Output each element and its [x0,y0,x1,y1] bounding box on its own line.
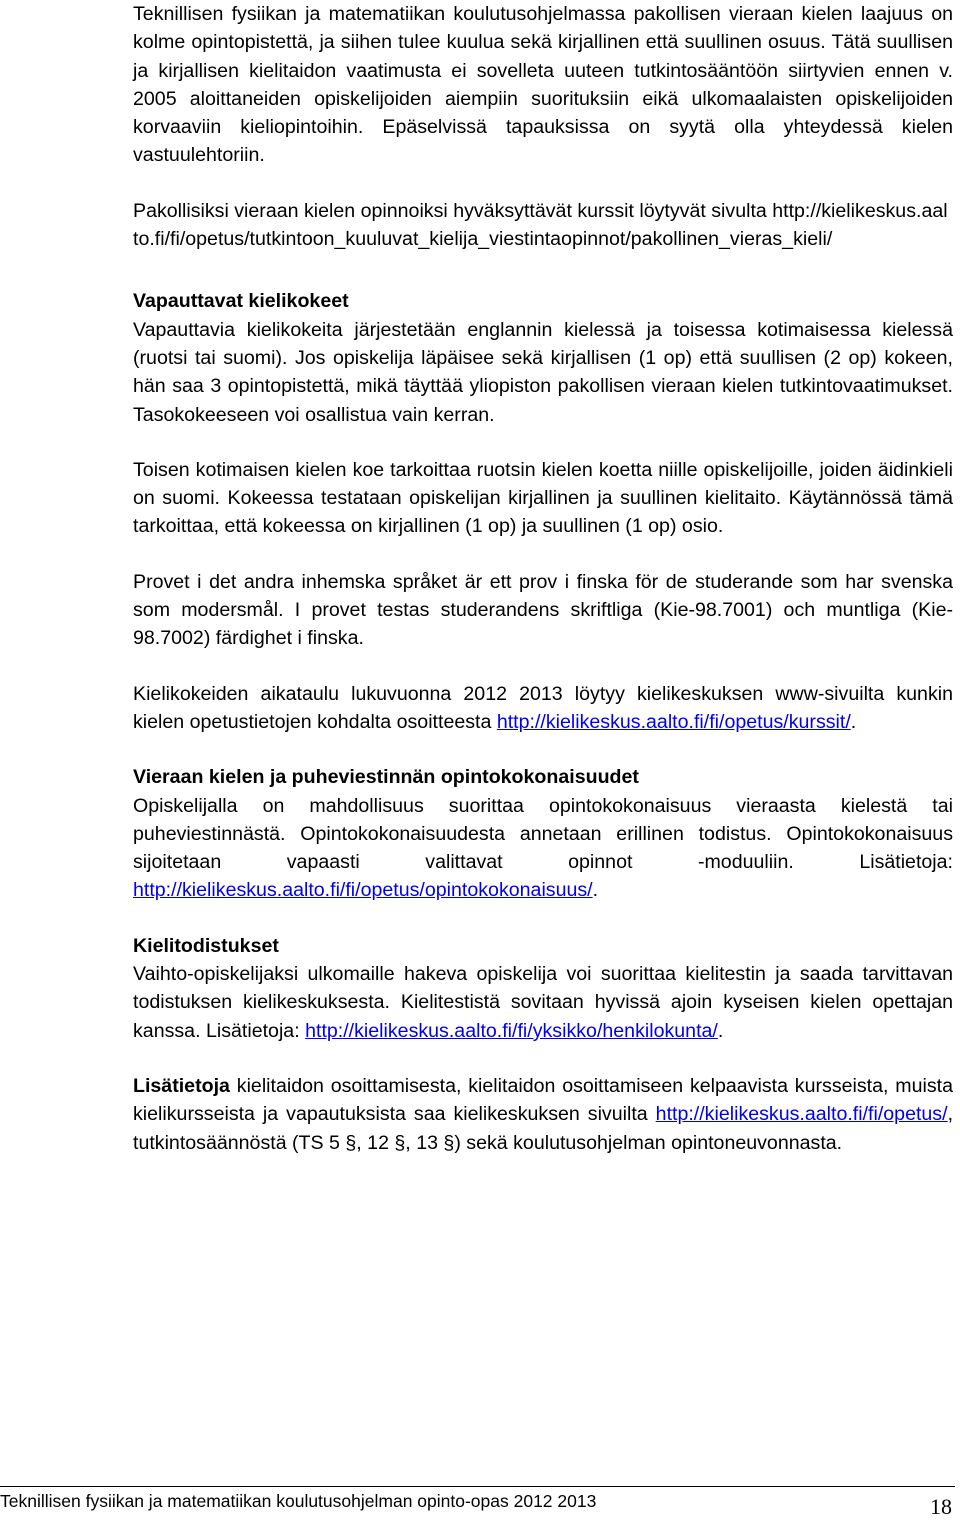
punctuation: . [592,879,599,902]
section-study-modules [133,763,953,904]
paragraph-second-domestic-language: Toisen kotimaisen kielen koe tarkoittaa ruotsin kielen koetta niille opiskelijoille, joiden äidinkieli on suomi. Kokeessa testataan opiskelijan kirjallinen ja suullinen kielitaito. Käytännössä tämä tarkoittaa, että kokeessa on kirjallinen (1 op) ja suullinen (1 op) osio. [133,458,953,538]
footer-title: Teknillisen fysiikan ja matematiikan koulutusohjelman opinto-opas 2012 2013 [0,1491,597,1511]
heading-exemption-tests: Vapauttavat kielikokeet [133,290,349,313]
paragraph-approved-courses-text: Pakollisiksi vieraan kielen opinnoiksi hyväksyttävät kurssit löytyvät sivulta [133,199,767,222]
heading-language-certificates: Kielitodistukset [133,934,279,957]
document-body [133,0,953,1157]
more-information-label: Lisätietoja [133,1074,230,1097]
paragraph-finnish-test-swedish-speakers: Provet i det andra inhemska språket är ett prov i finska för de studerande som har svenska som modersmål. I provet testas studerandens skriftliga (Kie-98.7001) och muntliga (Kie-98.7002) färdighet i finska. [133,570,953,650]
page-footer [0,1486,955,1517]
page-number: 18 [930,1494,952,1519]
paragraph-study-modules-text: Opiskelijalla on mahdollisuus suorittaa opintokokonaisuus vieraasta kielestä tai puheviestinnästä. Opintokokonaisuudesta annetaan erillinen todistus. Opintokokonaisuus sijoitetaan vapaasti valittavat opinnot -moduuliin. Lisätietoja: [133,794,953,874]
paragraph-foreign-language-requirement: Teknillisen fysiikan ja matematiikan koulutusohjelmassa pakollisen vieraan kielen laajuus on kolme opintopistettä, ja siihen tulee kuulua sekä kirjallinen että suullinen osuus. Tätä suullisen ja kirjallisen kielitaidon vaatimusta ei sovelleta uuteen tutkintosääntöön siirtyvien ennen v. 2005 aloittaneiden opiskelijoiden aiempiin suorituksiin eikä ulkomaalaisten opiskelijoiden korvaaviin kieliopintoihin. Epäselvissä tapauksissa on syytä olla yhteydessä kielen vastuulehtoriin. [133,3,953,167]
staff-link[interactable]: http://kielikeskus.aalto.fi/fi/yksikko/henkilokunta/ [305,1019,718,1042]
paragraph-approved-courses [133,197,953,254]
study-modules-link[interactable]: http://kielikeskus.aalto.fi/fi/opetus/opintokokonaisuus/ [133,879,593,902]
paragraph-more-information-text: kielitaidon osoittamisesta, kielitaidon osoittamiseen kelpaavista kursseista, muista kielikursseista ja vapautuksista saa kielikeskuksen sivuilta [133,1074,953,1126]
heading-study-modules: Vieraan kielen ja puheviestinnän opintokokonaisuudet [133,766,639,789]
courses-link[interactable]: http://kielikeskus.aalto.fi/fi/opetus/kurssit/ [496,710,851,733]
section-language-certificates [133,932,953,1045]
punctuation: . [850,710,857,733]
approved-courses-url: http://kielikeskus.aalto.fi/fi/opetus/tutkintoon_kuuluvat_kielija_viestintaopinnot/pakollinen_vieras_kieli/ [133,199,948,251]
paragraph-language-certificates-text: Vaihto-opiskelijaksi ulkomaille hakeva opiskelija voi suorittaa kielitestin ja saada tarvittavan todistuksen kielikeskuksesta. Kielitestistä sovitaan hyvissä ajoin kyseisen kielen opettajan kanssa. Lisätietoja: [133,963,953,1042]
section-exemption-tests [133,287,953,428]
paragraph-test-schedule-text: Kielikokeiden aikataulu lukuvuonna 2012 2013 löytyy kielikeskuksen www-sivuilta kunkin kielen opetustietojen kohdalta osoitteesta [133,682,953,733]
teaching-link[interactable]: http://kielikeskus.aalto.fi/fi/opetus/ [655,1103,948,1126]
punctuation: . [717,1019,724,1042]
paragraph-exemption-tests: Vapauttavia kielikokeita järjestetään englannin kielessä ja toisessa kotimaisessa kielessä (ruotsi tai suomi). Jos opiskelija läpäisee sekä kirjallisen (1 op) että suullisen (2 op) kokeen, hän saa 3 opintopistettä, mikä täyttää yliopiston pakollisen vieraan kielen tutkintovaatimukset. Tasokokeeseen voi osallistua vain kerran. [133,318,953,426]
paragraph-more-information-end: , tutkintosäännöstä (TS 5 §, 12 §, 13 §) sekä koulutusohjelman opintoneuvonnasta. [133,1103,954,1154]
paragraph-test-schedule [133,680,953,737]
paragraph-more-information [133,1072,953,1157]
